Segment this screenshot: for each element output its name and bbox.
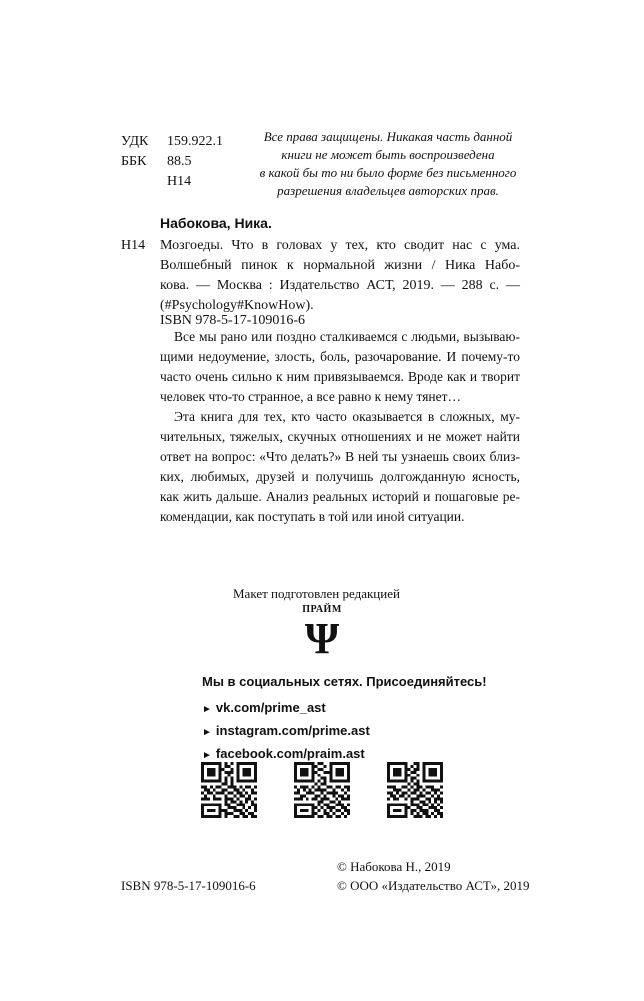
- classification-row: [121, 132, 231, 152]
- isbn-footer: ISBN 978-5-17-109016-6: [121, 878, 256, 893]
- copyright-line: © Набокова Н., 2019: [337, 859, 451, 874]
- social-link-text: vk.com/prime_ast: [215, 700, 326, 715]
- classification-row: [121, 152, 231, 172]
- rights-line: разрешения владельцев авторских прав.: [277, 183, 499, 198]
- rights-line: в какой бы то ни было форме без письменного: [259, 165, 517, 180]
- catalog-line: Волшебный пинок к нормальной жизни / Ника Набо-: [160, 258, 520, 273]
- classification-value: Н14: [167, 174, 192, 189]
- classification-value: 159.922.1: [167, 134, 223, 149]
- rights-line: книги не может быть воспроизведена: [281, 147, 495, 162]
- publisher-logo-text: ПРАЙМ: [302, 604, 342, 615]
- catalog-line: Мозгоеды. Что в головах у тех, кто сводит нас с ума.: [160, 238, 520, 253]
- copyright-line: © ООО «Издательство АСТ», 2019: [337, 878, 530, 893]
- social-link-text: instagram.com/prime.ast: [215, 723, 370, 738]
- annotation-line: человек что-то странное, а все равно к нему тянет…: [160, 389, 462, 404]
- catalog-line: (#Psychology#KnowHow).: [160, 298, 314, 313]
- classification-value: 88.5: [167, 154, 192, 169]
- psi-icon: Ψ: [304, 614, 340, 663]
- classification-block: [121, 132, 231, 192]
- isbn-main: ISBN 978-5-17-109016-6: [160, 313, 306, 328]
- social-link-text: facebook.com/praim.ast: [215, 746, 365, 761]
- qr-code-icon: [294, 762, 350, 818]
- annotation-line: комендации, как поступать в той или иной ситуации.: [160, 509, 465, 524]
- qr-code-instagram[interactable]: [294, 762, 350, 818]
- annotation-line: Эта книга для тех, кто часто оказывается в сложных, му-: [174, 409, 520, 424]
- annotation-paragraph-1: [160, 327, 520, 407]
- catalog-description: [160, 236, 520, 316]
- publisher-logo: [295, 604, 349, 668]
- arrow-right-icon: ►: [202, 704, 212, 715]
- rights-notice: [238, 128, 538, 200]
- classification-row: [121, 172, 231, 192]
- arrow-right-icon: ►: [202, 750, 212, 761]
- social-links: [202, 697, 370, 766]
- social-link[interactable]: [202, 720, 370, 743]
- annotation-line: часто очень сильно к ним привязываемся. Вроде как и творит: [160, 369, 520, 384]
- catalog-line: кова. — Москва : Издательство АСТ, 2019. — 288 с. —: [160, 278, 520, 293]
- annotation-paragraph-2: [160, 407, 520, 527]
- classification-key: [121, 172, 167, 192]
- arrow-right-icon: ►: [202, 727, 212, 738]
- catalog-code: Н14: [121, 238, 146, 253]
- qr-code-vk[interactable]: [201, 762, 257, 818]
- qr-code-icon: [387, 762, 443, 818]
- copyright-block: [337, 857, 530, 895]
- qr-code-icon: [201, 762, 257, 818]
- author-heading: Набокова, Ника.: [160, 215, 272, 231]
- qr-code-facebook[interactable]: [387, 762, 443, 818]
- annotation: [160, 327, 520, 527]
- annotation-line: ких, любимых, друзей и получишь долгожданную ясность,: [160, 469, 520, 484]
- annotation-line: ответ на вопрос: «Что делать?» В ней ты узнаешь своих близ-: [160, 449, 520, 464]
- prepared-by-text: Макет подготовлен редакцией: [233, 586, 400, 601]
- annotation-line: щими недоумение, злость, боль, разочарование. И почему-то: [160, 349, 520, 364]
- annotation-line: Все мы рано или поздно сталкиваемся с людьми, вызываю-: [174, 329, 520, 344]
- annotation-line: как жить дальше. Анализ реальных историй и пошаговые ре-: [160, 489, 520, 504]
- annotation-line: чительных, тяжелых, скучных отношениях и не может найти: [160, 429, 520, 444]
- classification-key: УДК: [121, 134, 149, 149]
- classification-key: ББК: [121, 154, 147, 169]
- social-link[interactable]: [202, 697, 370, 720]
- rights-line: Все права защищены. Никакая часть данной: [263, 129, 513, 144]
- social-heading: Мы в социальных сетях. Присоединяйтесь!: [202, 674, 487, 689]
